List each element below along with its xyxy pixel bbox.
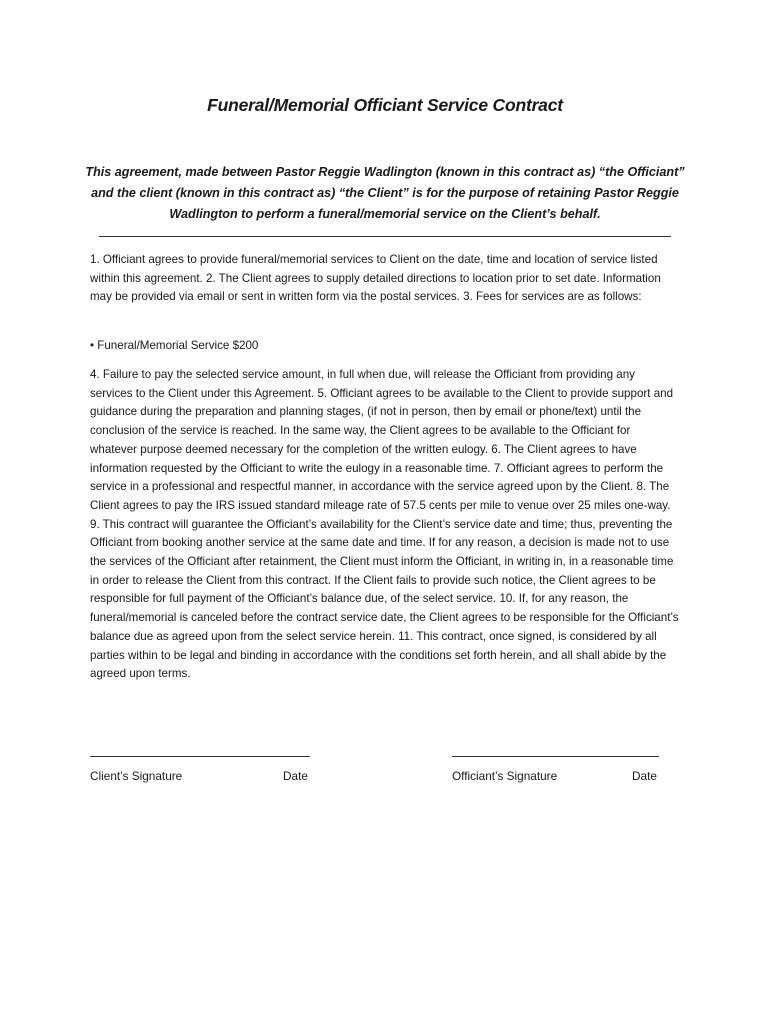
client-date-label: Date [283,769,308,783]
intro-statement: This agreement, made between Pastor Reggie Wadlington (known in this contract as) “the Officiant” and the client (known in this contract as) “the Client” is for the purpose of retaining Pastor Reggie Wadlington to perform a funeral/memorial service on the Client’s behalf. [85,165,685,221]
officiant-signature-block [452,742,662,787]
client-signature-line[interactable] [90,756,310,757]
client-signature-block [90,742,312,787]
terms-paragraph-1: 1. Officiant agrees to provide funeral/memorial services to Client on the date, time and location of service listed within this agreement. 2. The Client agrees to supply detailed directions to location prior to set date. Information may be provided via email or sent in written form via the postal services. 3. Fees for services are as follows: [90,253,661,304]
officiant-signature-line[interactable] [452,756,659,757]
client-signature-label: Client’s Signature [90,769,183,783]
document-title: Funeral/Memorial Officiant Service Contract [207,95,563,115]
officiant-date-label: Date [632,769,657,783]
fee-list-item: • Funeral/Memorial Service $200 [90,339,259,352]
client-signature-labels [90,769,312,787]
officiant-signature-label: Officiant’s Signature [452,769,558,783]
terms-paragraph-2: 4. Failure to pay the selected service amount, in full when due, will release the Officiant from providing any services to the Client under this Agreement. 5. Officiant agrees to be available to the Client to provide support and guidance during the preparation and planning stages, (if not in person, then by email or phone/text) until the conclusion of the service is reached. In the same way, the Client agrees to be available to the Officiant for whatever purpose deemed necessary for the completion of the written eulogy. 6. The Client agrees to have information requested by the Officiant to write the eulogy in a reasonable time. 7. Officiant agrees to perform the service in a professional and respectful manner, in accordance with the service agreed upon by the Client. 8. The Client agrees to pay the IRS issued standard mileage rate of 57.5 cents per mile to venue over 25 miles one-way. 9. This contract will guarantee the Officiant’s availability for the Client’s service date and time; thus, preventing the Officiant from booking another service at the same date and time. If for any reason, a decision is made not to use the services of the Officiant after retainment, the Client must inform the Officiant, in writing in, in a reasonable time in order to release the Client from this contract. If the Client fails to provide such notice, the Client agrees to be responsible for full payment of the Officiant’s balance due, of the select service. 10. If, for any reason, the funeral/memorial is canceled before the contract service date, the Client agrees to be responsible for the Officiant’s balance due as agreed upon from the select service herein. 11. This contract, once signed, is considered by all parties within to be legal and binding in accordance with the conditions set forth herein, and all shall abide by the agreed upon terms. [90,368,679,681]
officiant-signature-labels [452,769,662,787]
intro-divider [99,236,671,237]
